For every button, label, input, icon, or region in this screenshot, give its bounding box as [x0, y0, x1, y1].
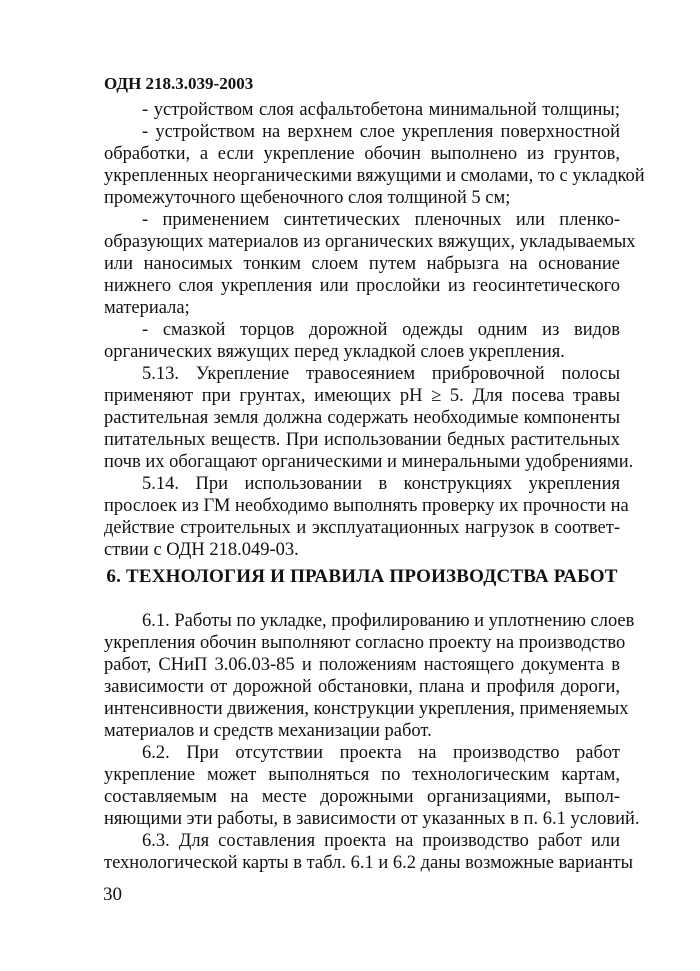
text-line: образующих материалов из органических вяжущих, укладываемых: [104, 232, 636, 252]
page-number: 30: [103, 884, 122, 905]
text-line: питательных веществ. При использовании бедных растительных: [104, 430, 620, 450]
text-line: 6.1. Работы по укладке, профилированию и уплотнению слоев: [142, 611, 635, 631]
section-6-text: [104, 610, 640, 874]
text-line: интенсивности движения, конструкции укрепления, применяемых: [104, 699, 629, 719]
text-line: 5.13. Укрепление травосеянием прибровочной полосы: [142, 364, 620, 384]
text-line: почв их обогащают органическими и минеральными удобрениями.: [104, 452, 634, 472]
text-line: растительная земля должна содержать необходимые компоненты: [104, 408, 620, 428]
section-6-heading: 6. ТЕХНОЛОГИЯ И ПРАВИЛА ПРОИЗВОДСТВА РАБОТ: [106, 566, 618, 587]
text-line: зависимости от дорожной обстановки, плана и профиля дороги,: [104, 677, 620, 697]
text-line: технологической карты в табл. 6.1 и 6.2 даны возможные варианты: [104, 853, 634, 873]
text-line: применяют при грунтах, имеющих pH ≥ 5. Для посева травы: [104, 386, 620, 406]
text-line: прослоек из ГМ необходимо выполнять проверку их прочности на: [104, 496, 629, 516]
text-line: работ, СНиП 3.06.03-85 и положениям настоящего документа в: [104, 655, 620, 675]
text-line: органических вяжущих перед укладкой слоев укрепления.: [104, 342, 565, 362]
text-line: укрепления обочин выполняют согласно проекту на производство: [104, 633, 626, 653]
text-line: укрепление может выполняться по технологическим картам,: [104, 765, 620, 785]
text-line: 5.14. При использовании в конструкциях укрепления: [142, 474, 620, 494]
text-line: 6.3. Для составления проекта на производство работ или: [142, 831, 620, 851]
text-line: няющими эти работы, в зависимости от указанных в п. 6.1 условий.: [104, 809, 640, 829]
text-line: - применением синтетических пленочных или пленко-: [142, 210, 620, 230]
text-line: обработки, а если укрепление обочин выполнено из грунтов,: [104, 144, 620, 164]
text-line: - устройством слоя асфальтобетона минимальной толщины;: [142, 100, 620, 120]
text-line: нижнего слоя укрепления или прослойки из геосинтетического: [104, 276, 620, 296]
text-line: 6.2. При отсутствии проекта на производство работ: [142, 743, 620, 763]
text-line: укрепленных неорганическими вяжущими и смолами, то с укладкой: [104, 166, 645, 186]
text-line: материалов и средств механизации работ.: [104, 721, 432, 741]
text-line: - устройством на верхнем слое укрепления поверхностной: [142, 122, 620, 142]
text-line: действие строительных и эксплуатационных нагрузок в соответ-: [104, 518, 620, 538]
text-line: составляемым на месте дорожными организациями, выпол-: [104, 787, 620, 807]
text-line: ствии с ОДН 218.049-03.: [104, 540, 299, 560]
document-code: ОДН 218.3.039-2003: [104, 74, 254, 93]
text-line: материала;: [104, 298, 190, 318]
text-line: - смазкой торцов дорожной одежды одним из видов: [142, 320, 620, 340]
section-5-text: [104, 99, 645, 561]
text-line: или наносимых тонким слоем путем набрызга на основание: [104, 254, 620, 274]
text-line: промежуточного щебеночного слоя толщиной 5 см;: [104, 188, 511, 208]
